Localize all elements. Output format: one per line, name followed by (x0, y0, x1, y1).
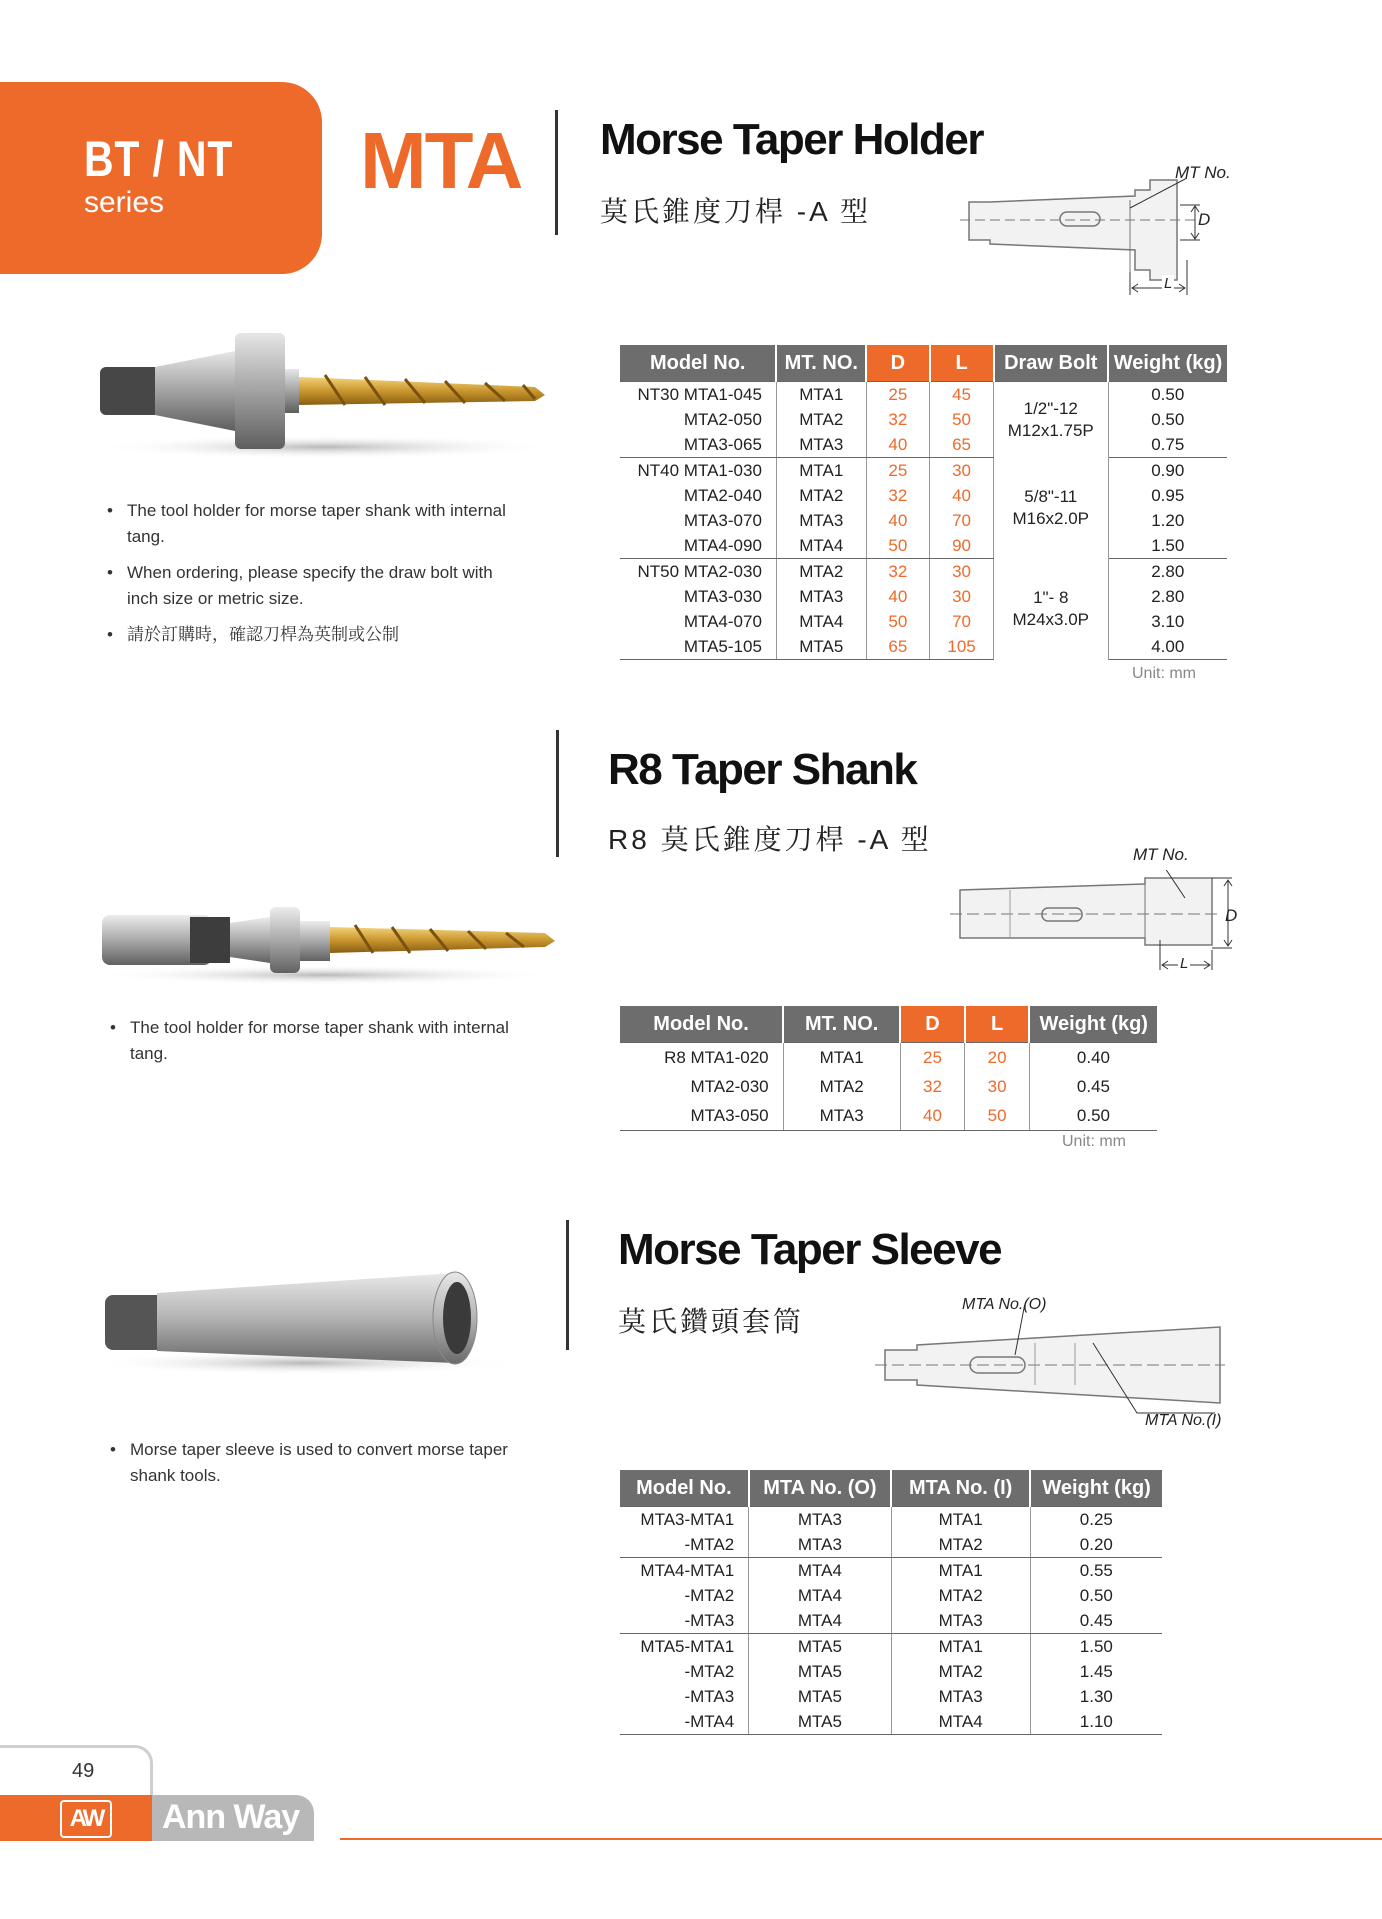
mta-o-cell: MTA3 (749, 1507, 891, 1533)
weight-cell: 1.45 (1079, 1661, 1113, 1681)
r8-notes (110, 1015, 510, 1077)
l-label: L (1180, 955, 1189, 972)
model-no-cell: -MTA2 (620, 1659, 749, 1684)
model-no-cell: NT40 MTA1-030 (620, 458, 776, 484)
note-item: • When ordering, please specify the draw bolt with inch size or metric size. (107, 560, 507, 612)
model-no-cell: MTA3-070 (620, 508, 776, 533)
model-no-cell: NT50 MTA2-030 (620, 559, 776, 585)
mt-no-cell: MTA2 (783, 1072, 900, 1101)
brand-logo-mark: AW (60, 1800, 112, 1838)
table-row (620, 1709, 1162, 1735)
l-cell: 65 (930, 432, 994, 458)
mt-no-cell: MTA4 (776, 533, 866, 559)
col-model: Model No. (620, 1006, 783, 1043)
draw-bolt-inch: 1"- 8 (1033, 588, 1069, 607)
weight-cell: 2.80 (1151, 561, 1185, 581)
model-no-cell: -MTA3 (620, 1684, 749, 1709)
mt-no-label: MT No. (1133, 845, 1189, 864)
model-no-cell: MTA2-050 (620, 407, 776, 432)
series-subtitle: series (84, 186, 165, 219)
table-row (620, 1634, 1162, 1660)
mta-i-cell: MTA2 (891, 1659, 1030, 1684)
model-no-cell: NT30 MTA1-045 (620, 382, 776, 408)
section-divider (556, 730, 559, 857)
holder-notes (107, 498, 507, 658)
model-no-cell: -MTA2 (620, 1532, 749, 1558)
mta-no-o-label: MTA No.(O) (962, 1296, 1047, 1313)
weight-cell: 1.50 (1108, 533, 1227, 559)
mta-o-cell: MTA4 (749, 1558, 891, 1584)
model-no-cell: MTA5-105 (620, 634, 776, 660)
model-no-cell: -MTA4 (620, 1709, 749, 1735)
model-no-cell: MTA5-MTA1 (620, 1634, 749, 1660)
d-cell: 65 (866, 634, 929, 660)
table-row (620, 1583, 1162, 1608)
col-weight: Weight (kg) (1030, 1470, 1162, 1507)
section-subtitle: 莫氏鑽頭套筒 (618, 1306, 805, 1337)
weight-cell: 1.30 (1079, 1686, 1113, 1706)
d-cell: 40 (866, 584, 929, 609)
d-cell: 40 (900, 1101, 965, 1131)
mt-no-cell: MTA1 (783, 1043, 900, 1073)
table-row (620, 458, 1227, 484)
weight-cell: 0.50 (1151, 409, 1185, 429)
mt-no-cell: MTA3 (776, 508, 866, 533)
l-cell: 20 (965, 1043, 1030, 1073)
d-cell: 32 (866, 559, 929, 585)
weight-cell: 0.95 (1151, 485, 1185, 505)
model-no-cell: R8 MTA1-020 (620, 1043, 783, 1073)
col-mta-i: MTA No. (I) (891, 1470, 1030, 1507)
col-d: D (900, 1006, 965, 1043)
weight-cell: 0.50 (1029, 1101, 1157, 1131)
col-d: D (866, 345, 929, 382)
d-cell: 25 (866, 458, 929, 484)
table-row (620, 483, 1227, 508)
r8-dimension-diagram (950, 870, 1240, 975)
weight-cell: 1.50 (1079, 1636, 1113, 1656)
col-mt-no: MT. NO. (783, 1006, 900, 1043)
model-no-cell: MTA4-090 (620, 533, 776, 559)
mta-o-cell: MTA5 (749, 1634, 891, 1660)
l-cell: 70 (930, 508, 994, 533)
model-no-cell: MTA3-065 (620, 432, 776, 458)
mta-i-cell: MTA3 (891, 1608, 1030, 1634)
weight-cell: 0.40 (1029, 1043, 1157, 1073)
r8-spec-table (620, 1006, 1157, 1131)
mta-i-cell: MTA1 (891, 1634, 1030, 1660)
brand-name: Ann Way (162, 1798, 300, 1836)
unit-note: Unit: mm (1062, 1133, 1126, 1150)
l-cell: 40 (930, 483, 994, 508)
mt-no-cell: MTA2 (776, 483, 866, 508)
l-cell: 70 (930, 609, 994, 634)
l-cell: 30 (930, 458, 994, 484)
d-cell: 25 (900, 1043, 965, 1073)
model-no-cell: MTA4-MTA1 (620, 1558, 749, 1584)
sleeve-spec-table (620, 1470, 1162, 1735)
d-cell: 32 (866, 407, 929, 432)
d-cell: 40 (866, 508, 929, 533)
section-title: R8 Taper Shank (608, 745, 917, 794)
col-l: L (930, 345, 994, 382)
l-label: L (1164, 275, 1173, 292)
model-no-cell: MTA3-030 (620, 584, 776, 609)
section-divider (566, 1220, 569, 1350)
draw-bolt-inch: 1/2"-12 (1023, 398, 1078, 418)
model-no-cell: MTA4-070 (620, 609, 776, 634)
section-divider (555, 110, 558, 235)
mt-no-cell: MTA3 (783, 1101, 900, 1131)
d-cell: 32 (866, 483, 929, 508)
mta-i-cell: MTA4 (891, 1709, 1030, 1735)
weight-cell: 4.00 (1108, 634, 1227, 660)
weight-cell: 0.55 (1079, 1560, 1113, 1580)
table-row (620, 1101, 1157, 1131)
table-row (620, 1043, 1157, 1073)
table-row (620, 559, 1227, 585)
mta-o-cell: MTA3 (749, 1532, 891, 1558)
table-row (620, 1659, 1162, 1684)
table-row (620, 634, 1227, 660)
l-cell: 90 (930, 533, 994, 559)
table-row (620, 1072, 1157, 1101)
draw-bolt-cell (994, 382, 1109, 458)
mt-no-cell: MTA2 (776, 559, 866, 585)
table-row (620, 1532, 1162, 1558)
mt-no-cell: MTA3 (776, 584, 866, 609)
l-cell: 30 (965, 1072, 1030, 1101)
section-title: Morse Taper Holder (600, 115, 983, 164)
weight-cell: 3.10 (1151, 611, 1185, 631)
mta-i-cell: MTA1 (891, 1507, 1030, 1533)
weight-cell: 0.90 (1151, 460, 1185, 480)
table-row (620, 1507, 1162, 1533)
col-l: L (965, 1006, 1030, 1043)
mt-no-cell: MTA1 (776, 382, 866, 408)
note-item: • Morse taper sleeve is used to convert morse taper shank tools. (110, 1437, 510, 1489)
d-label: D (1225, 906, 1238, 925)
sleeve-dimension-diagram (875, 1305, 1235, 1425)
col-weight: Weight (kg) (1029, 1006, 1157, 1043)
d-cell: 50 (866, 533, 929, 559)
mta-o-cell: MTA5 (749, 1684, 891, 1709)
mta-no-i-label: MTA No.(I) (1145, 1412, 1222, 1429)
table-row (620, 533, 1227, 559)
holder-with-drill-photo (95, 325, 555, 465)
mta-i-cell: MTA2 (891, 1532, 1030, 1558)
sleeve-notes (110, 1437, 510, 1499)
note-item: • The tool holder for morse taper shank with internal tang. (110, 1015, 510, 1067)
weight-cell: 0.75 (1108, 432, 1227, 458)
mt-no-cell: MTA4 (776, 609, 866, 634)
mta-i-cell: MTA1 (891, 1558, 1030, 1584)
col-mta-o: MTA No. (O) (749, 1470, 891, 1507)
col-draw-bolt: Draw Bolt (994, 345, 1109, 382)
table-row (620, 508, 1227, 533)
table-row (620, 407, 1227, 432)
mt-no-cell: MTA1 (776, 458, 866, 484)
model-no-cell: MTA2-040 (620, 483, 776, 508)
page-number: 49 (72, 1760, 95, 1782)
weight-cell: 1.20 (1151, 510, 1185, 530)
series-title: BT / NT (84, 131, 234, 187)
section-subtitle: R8 莫氏錐度刀桿 -A 型 (608, 824, 932, 855)
mta-o-cell: MTA5 (749, 1709, 891, 1735)
weight-cell: 0.25 (1030, 1507, 1162, 1533)
section-subtitle: 莫氏錐度刀桿 -A 型 (600, 196, 872, 227)
mta-o-cell: MTA4 (749, 1608, 891, 1634)
model-no-cell: MTA2-030 (620, 1072, 783, 1101)
unit-note: Unit: mm (1132, 665, 1196, 682)
weight-cell: 2.80 (1151, 586, 1185, 606)
l-cell: 30 (930, 584, 994, 609)
l-cell: 50 (965, 1101, 1030, 1131)
table-row (620, 432, 1227, 458)
draw-bolt-metric: M16x2.0P (1012, 509, 1090, 528)
l-cell: 105 (930, 634, 994, 660)
model-no-cell: -MTA3 (620, 1608, 749, 1634)
table-row (620, 584, 1227, 609)
mta-i-cell: MTA2 (891, 1583, 1030, 1608)
table-row (620, 1684, 1162, 1709)
draw-bolt-inch: 5/8"-11 (1024, 487, 1078, 506)
weight-cell: 0.50 (1108, 382, 1227, 408)
col-model: Model No. (620, 345, 776, 382)
table-row (620, 609, 1227, 634)
d-cell: 50 (866, 609, 929, 634)
product-code: MTA (360, 116, 522, 205)
col-model: Model No. (620, 1470, 749, 1507)
weight-cell: 0.20 (1030, 1532, 1162, 1558)
l-cell: 45 (930, 382, 994, 408)
weight-cell: 1.10 (1030, 1709, 1162, 1735)
footer-line (340, 1838, 1382, 1840)
d-cell: 25 (866, 382, 929, 408)
col-mt-no: MT. NO. (776, 345, 866, 382)
mt-no-cell: MTA2 (776, 407, 866, 432)
model-no-cell: MTA3-MTA1 (620, 1507, 749, 1533)
mta-o-cell: MTA4 (749, 1583, 891, 1608)
mt-no-cell: MTA5 (776, 634, 866, 660)
mta-i-cell: MTA3 (891, 1684, 1030, 1709)
d-cell: 32 (900, 1072, 965, 1101)
l-cell: 50 (930, 407, 994, 432)
d-label: D (1198, 210, 1211, 229)
weight-cell: 0.45 (1076, 1076, 1111, 1096)
l-cell: 30 (930, 559, 994, 585)
col-weight: Weight (kg) (1108, 345, 1227, 382)
mt-no-cell: MTA3 (776, 432, 866, 458)
sleeve-photo (85, 1255, 525, 1380)
note-item: • 請於訂購時，確認刀桿為英制或公制 (107, 622, 507, 648)
table-row (620, 1558, 1162, 1584)
holder-spec-table (620, 345, 1227, 660)
mt-no-label: MT No. (1175, 163, 1231, 182)
note-item: • The tool holder for morse taper shank with internal tang. (107, 498, 507, 550)
draw-bolt-cell (994, 458, 1109, 559)
weight-cell: 0.50 (1079, 1585, 1113, 1605)
section-title: Morse Taper Sleeve (618, 1225, 1002, 1274)
mta-o-cell: MTA5 (749, 1659, 891, 1684)
draw-bolt-metric: M12x1.75P (1007, 420, 1094, 440)
model-no-cell: MTA3-050 (620, 1101, 783, 1131)
r8-shank-with-drill-photo (90, 895, 560, 995)
draw-bolt-cell (994, 559, 1109, 660)
weight-cell: 0.45 (1030, 1608, 1162, 1634)
table-row (620, 1608, 1162, 1634)
draw-bolt-metric: M24x3.0P (1012, 610, 1090, 629)
d-cell: 40 (866, 432, 929, 458)
table-row (620, 382, 1227, 408)
model-no-cell: -MTA2 (620, 1583, 749, 1608)
